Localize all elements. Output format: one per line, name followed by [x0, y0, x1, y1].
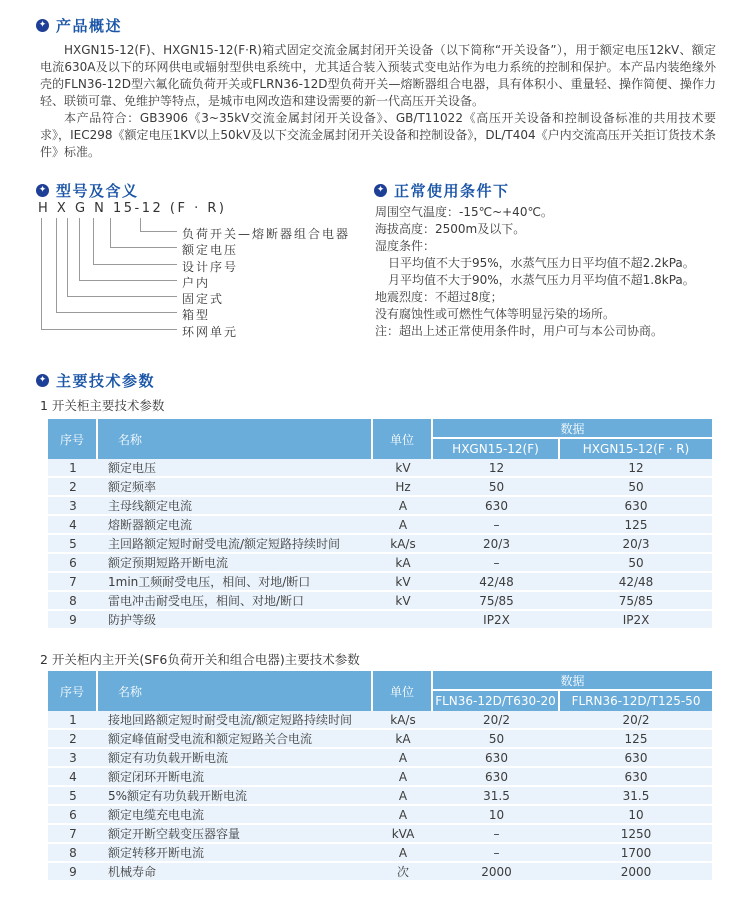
model-label: 箱型 [182, 308, 211, 322]
cell-value: – [433, 554, 560, 573]
cell-no: 8 [48, 592, 98, 611]
cell-name: 额定开断空载变压器容量 [98, 825, 373, 844]
col-header-model-fln: FLN36-12D/T630-20 [433, 691, 560, 711]
cell-no: 9 [48, 863, 98, 882]
cell-value: 31.5 [560, 787, 712, 806]
section-title-overview [36, 15, 122, 36]
table-row [48, 573, 712, 592]
cell-unit: kV [373, 592, 433, 611]
model-label: 额定电压 [182, 243, 239, 257]
cell-no: 2 [48, 730, 98, 749]
model-label: 设计序号 [182, 260, 239, 274]
cell-unit [373, 611, 433, 630]
table1-caption: 1 开关柜主要技术参数 [40, 398, 165, 413]
cell-value: 1700 [560, 844, 712, 863]
table-row [48, 516, 712, 535]
model-label: 固定式 [182, 292, 225, 306]
cell-value: 50 [560, 554, 712, 573]
table-row [48, 863, 712, 882]
table-row [48, 787, 712, 806]
overview-paragraph-1: HXGN15-12(F)、HXGN15-12(F·R)箱式固定交流金属封闭开关设备（以下简称“开关设备”），用于额定电压12kV、额定电流630A及以下的环网供电或辐射型供电系统中，尤其适合装入预装式变电站作为电力系统的控制和保护。本产品内装绝缘外壳的FLN36-12D型六氟化硫负荷开关或FLRN36-12D型负荷开关—熔断器组合电器，具有体积小、重量轻、操作简便、操作力轻、联锁可靠、免维护等特点，是城市电网改造和建设需要的新一代高压开关设备。 [40, 43, 716, 108]
condition-line: 海拔高度：2500m及以下。 [375, 222, 526, 236]
table-row [48, 711, 712, 730]
cell-unit: kVA [373, 825, 433, 844]
cell-name: 5%额定有功负载开断电流 [98, 787, 373, 806]
cell-value: 12 [433, 459, 560, 478]
cell-no: 4 [48, 516, 98, 535]
col-header-name: 名称 [98, 419, 373, 459]
model-leader-line [67, 296, 177, 297]
cell-value: 20/2 [560, 711, 712, 730]
cell-value: 2000 [560, 863, 712, 882]
cell-name: 额定转移开断电流 [98, 844, 373, 863]
cell-value: 75/85 [433, 592, 560, 611]
cell-no: 2 [48, 478, 98, 497]
cell-no: 6 [48, 554, 98, 573]
cell-name: 额定电缆充电电流 [98, 806, 373, 825]
cell-value: – [433, 825, 560, 844]
cell-unit: A [373, 749, 433, 768]
cell-value: 42/48 [433, 573, 560, 592]
cell-no: 3 [48, 749, 98, 768]
cell-unit: 次 [373, 863, 433, 882]
cell-value: 20/3 [560, 535, 712, 554]
model-leader-line [79, 280, 177, 281]
switchgear-params-table [48, 419, 712, 630]
section-title-text: 型号及含义 [56, 182, 139, 200]
condition-line: 地震烈度：不超过8度； [375, 290, 503, 304]
cell-name: 熔断器额定电流 [98, 516, 373, 535]
model-designation-section [36, 180, 376, 350]
table-row [48, 497, 712, 516]
table-row [48, 768, 712, 787]
condition-line: 没有腐蚀性或可燃性气体等明显污染的场所。 [375, 307, 616, 321]
cell-name: 额定电压 [98, 459, 373, 478]
col-header-model-flrn: FLRN36-12D/T125-50 [560, 691, 712, 711]
cell-value: 630 [433, 497, 560, 516]
cell-no: 8 [48, 844, 98, 863]
col-header-no: 序号 [48, 671, 98, 711]
model-label: 户内 [182, 276, 211, 290]
section-bullet-icon: ✦ [36, 374, 49, 387]
col-header-no: 序号 [48, 419, 98, 459]
overview-text-block [40, 42, 716, 161]
cell-unit: kV [373, 573, 433, 592]
cell-unit: kA [373, 730, 433, 749]
cell-no: 3 [48, 497, 98, 516]
cell-name: 机械寿命 [98, 863, 373, 882]
cell-name: 额定频率 [98, 478, 373, 497]
condition-note: 注：超出上述正常使用条件时，用户可与本公司协商。 [375, 324, 664, 338]
table-row [48, 730, 712, 749]
cell-value: 50 [560, 478, 712, 497]
cell-value: 31.5 [433, 787, 560, 806]
cell-value: 630 [560, 768, 712, 787]
cell-name: 额定预期短路开断电流 [98, 554, 373, 573]
cell-no: 1 [48, 711, 98, 730]
cell-value: IP2X [433, 611, 560, 630]
cell-unit: kA [373, 554, 433, 573]
cell-no: 9 [48, 611, 98, 630]
cell-name: 额定峰值耐受电流和额定短路关合电流 [98, 730, 373, 749]
cell-value: 2000 [433, 863, 560, 882]
cell-value: 630 [560, 497, 712, 516]
section-title-model [36, 180, 139, 201]
model-leader-line [67, 218, 68, 296]
cell-unit: A [373, 844, 433, 863]
model-leader-line [93, 218, 94, 264]
cell-no: 6 [48, 806, 98, 825]
table-row [48, 459, 712, 478]
section-bullet-icon: ✦ [374, 184, 387, 197]
table-row [48, 749, 712, 768]
table-row [48, 592, 712, 611]
section-title-text: 正常使用条件下 [394, 182, 510, 200]
cell-value: IP2X [560, 611, 712, 630]
cell-name: 额定有功负载开断电流 [98, 749, 373, 768]
model-leader-line [41, 218, 42, 329]
col-header-unit: 单位 [373, 419, 433, 459]
model-leader-line [140, 218, 141, 231]
cell-value: 125 [560, 516, 712, 535]
model-leader-line [140, 231, 177, 232]
condition-line: 湿度条件： [375, 239, 436, 253]
table-row [48, 806, 712, 825]
cell-no: 1 [48, 459, 98, 478]
section-title-params [36, 370, 155, 391]
model-leader-line [56, 312, 177, 313]
condition-line: 周围空气温度：-15℃~+40℃。 [375, 205, 553, 219]
model-leader-line [110, 218, 111, 247]
cell-value: 12 [560, 459, 712, 478]
cell-unit: A [373, 806, 433, 825]
cell-value: 50 [433, 478, 560, 497]
table-row [48, 478, 712, 497]
cell-unit: kA/s [373, 711, 433, 730]
model-label: 环网单元 [182, 325, 239, 339]
table-row [48, 535, 712, 554]
cell-name: 防护等级 [98, 611, 373, 630]
cell-name: 雷电冲击耐受电压，相间、对地/断口 [98, 592, 373, 611]
cell-unit: A [373, 516, 433, 535]
cell-name: 接地回路额定短时耐受电流/额定短路持续时间 [98, 711, 373, 730]
cell-name: 1min工频耐受电压，相间、对地/断口 [98, 573, 373, 592]
col-header-unit: 单位 [373, 671, 433, 711]
cell-value: 20/3 [433, 535, 560, 554]
model-leader-line [56, 218, 57, 312]
table-row [48, 825, 712, 844]
model-code: H X G N 15-12 (F · R) [38, 201, 227, 216]
cell-unit: Hz [373, 478, 433, 497]
cell-no: 7 [48, 825, 98, 844]
col-header-data: 数据 [433, 671, 712, 691]
cell-value: 50 [433, 730, 560, 749]
cell-no: 5 [48, 535, 98, 554]
table-row [48, 844, 712, 863]
col-header-name: 名称 [98, 671, 373, 711]
main-switch-params-table [48, 671, 712, 882]
cell-value: 630 [433, 749, 560, 768]
table-row [48, 611, 712, 630]
model-leader-line [79, 218, 80, 280]
col-header-model-f: HXGN15-12(F) [433, 439, 560, 459]
cell-value: 10 [433, 806, 560, 825]
model-leader-line [41, 329, 177, 330]
col-header-model-fr: HXGN15-12(F · R) [560, 439, 712, 459]
conditions-list [375, 204, 725, 340]
cell-value: 125 [560, 730, 712, 749]
cell-unit: A [373, 768, 433, 787]
table2-caption: 2 开关柜内主开关(SF6负荷开关和组合电器)主要技术参数 [40, 652, 360, 667]
cell-unit: A [373, 497, 433, 516]
cell-value: – [433, 844, 560, 863]
table-row [48, 554, 712, 573]
cell-value: 20/2 [433, 711, 560, 730]
overview-paragraph-2: 本产品符合：GB3906《3~35kV交流金属封闭开关设备》、GB/T11022《高压开关设备和控制设备标准的共用技术要求》，IEC298《额定电压1KV以上50kV及以下交流金属封闭开关设备和控制设备》，DL/T404《户内交流高压开关拒订货技术条件》标准。 [40, 111, 716, 159]
cell-name: 主回路额定短时耐受电流/额定短路持续时间 [98, 535, 373, 554]
cell-name: 主母线额定电流 [98, 497, 373, 516]
cell-value: 630 [433, 768, 560, 787]
model-label: 负荷开关—熔断器组合电器 [182, 227, 351, 241]
section-title-text: 产品概述 [56, 17, 123, 35]
cell-unit: kA/s [373, 535, 433, 554]
cell-no: 7 [48, 573, 98, 592]
cell-value: – [433, 516, 560, 535]
cell-unit: kV [373, 459, 433, 478]
section-title-text: 主要技术参数 [56, 372, 156, 390]
model-leader-line [110, 247, 177, 248]
cell-value: 75/85 [560, 592, 712, 611]
condition-line: 日平均值不大于95%，水蒸气压力日平均值不超2.2kPa。 [388, 256, 695, 270]
model-leader-line [93, 264, 177, 265]
section-bullet-icon: ✦ [36, 19, 49, 32]
cell-value: 1250 [560, 825, 712, 844]
cell-value: 630 [560, 749, 712, 768]
cell-value: 10 [560, 806, 712, 825]
cell-no: 4 [48, 768, 98, 787]
cell-name: 额定闭环开断电流 [98, 768, 373, 787]
cell-unit: A [373, 787, 433, 806]
cell-value: 42/48 [560, 573, 712, 592]
section-bullet-icon: ✦ [36, 184, 49, 197]
condition-line: 月平均值不大于90%，水蒸气压力月平均值不超1.8kPa。 [388, 273, 695, 287]
section-title-conditions [374, 180, 510, 201]
cell-no: 5 [48, 787, 98, 806]
col-header-data: 数据 [433, 419, 712, 439]
